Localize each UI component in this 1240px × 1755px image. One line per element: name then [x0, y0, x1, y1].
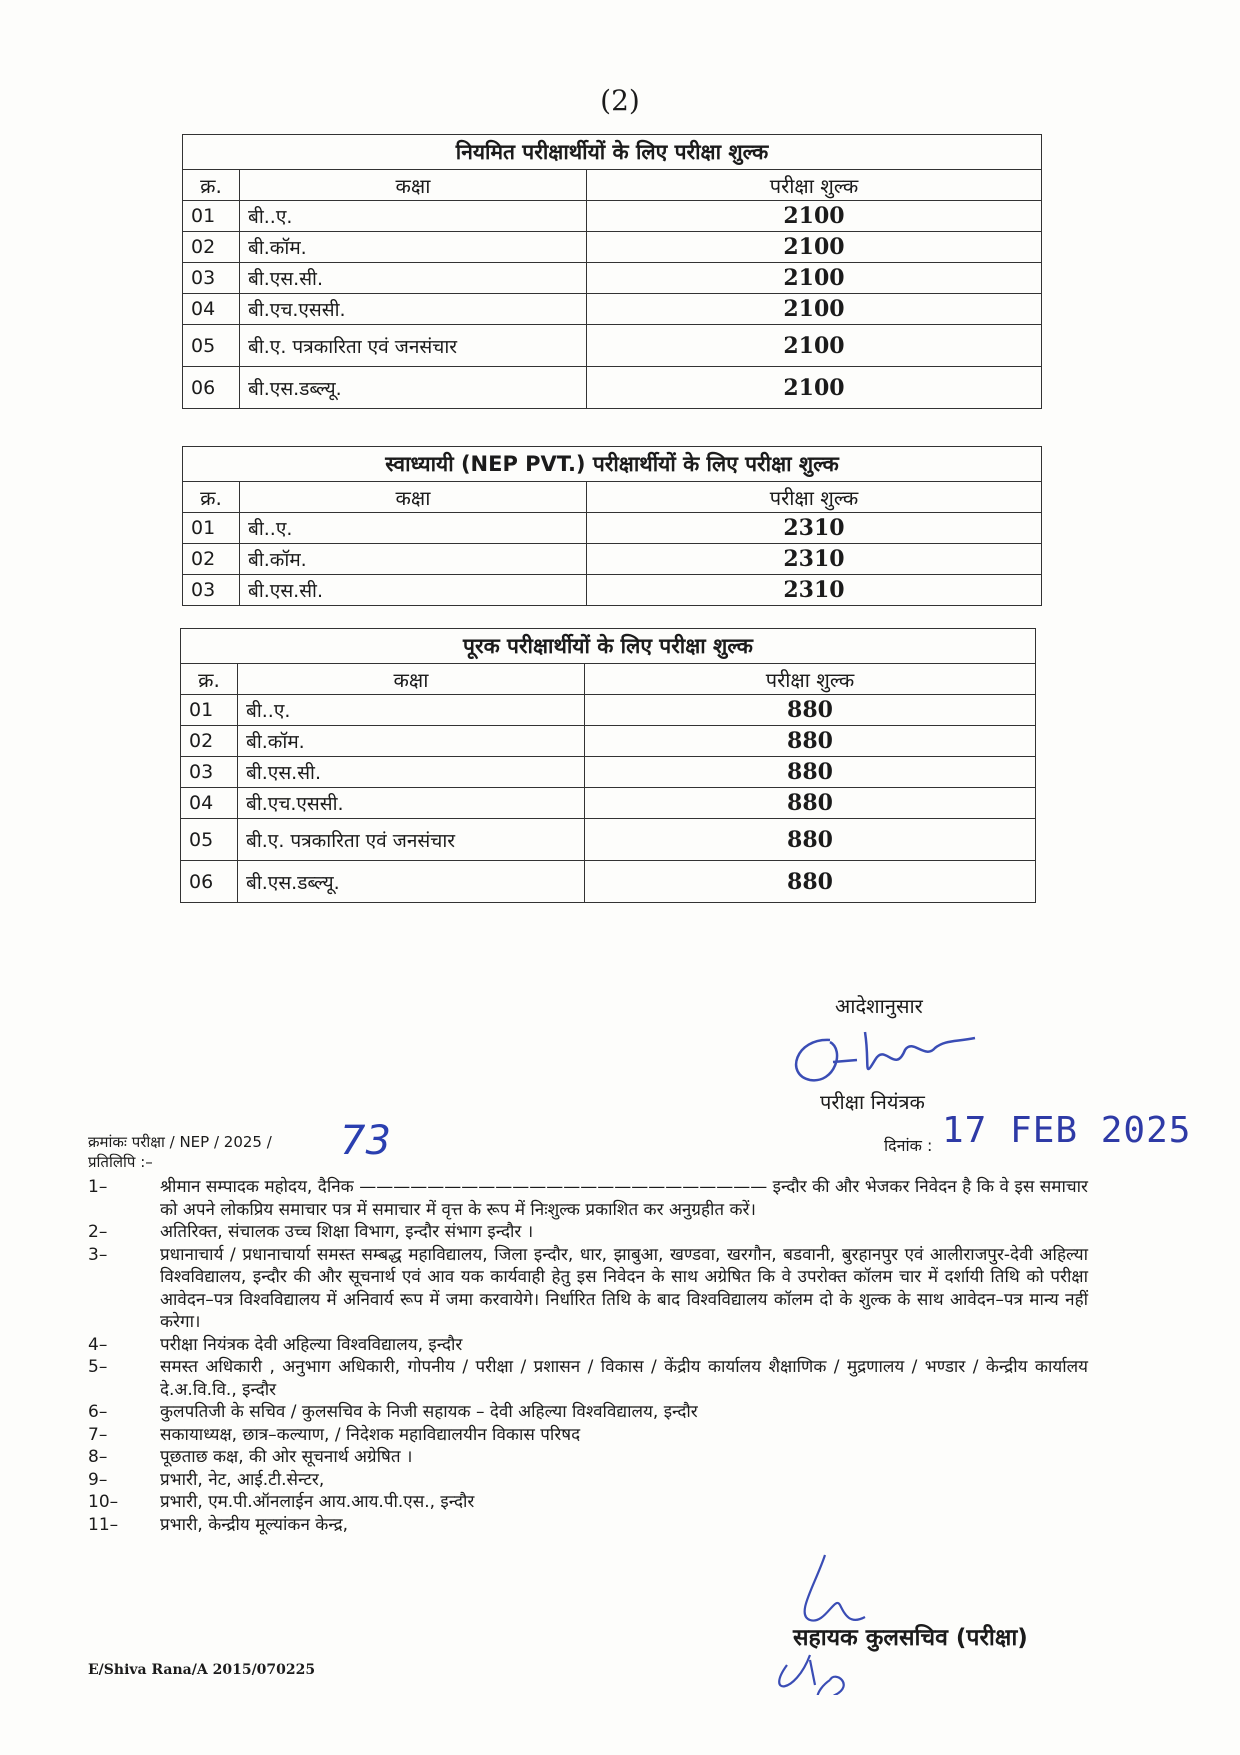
distribution-item-text: सकायाध्यक्ष, छात्र–कल्याण, / निदेशक महाविद्यालयीन विकास परिषद	[160, 1424, 581, 1445]
fee-cell: 880	[585, 726, 1036, 757]
class-cell: बी.एस.डब्ल्यू.	[240, 367, 587, 409]
distribution-item-number: 5–	[88, 1357, 108, 1377]
class-cell: बी.एस.सी.	[240, 575, 587, 606]
as-per-order: आदेशानुसार	[835, 994, 923, 1018]
fee-cell: 880	[585, 788, 1036, 819]
serial-cell: 05	[183, 325, 240, 367]
distribution-item-number: 9–	[88, 1469, 108, 1490]
regular-table-title: नियमित परीक्षार्थीयों के लिए परीक्षा शुल्क	[183, 135, 1042, 170]
distribution-item	[88, 1446, 1088, 1469]
serial-cell: 02	[181, 726, 238, 757]
table-row	[183, 544, 1042, 575]
col-header-serial: क्र.	[181, 664, 238, 695]
table-row	[183, 513, 1042, 544]
table-row	[181, 819, 1036, 861]
fee-cell: 2100	[587, 232, 1042, 263]
col-header-class: कक्षा	[240, 170, 587, 201]
table-row	[183, 325, 1042, 367]
fee-cell: 2100	[587, 367, 1042, 409]
fee-cell: 2100	[587, 294, 1042, 325]
class-cell: बी..ए.	[238, 695, 585, 726]
col-header-class: कक्षा	[238, 664, 585, 695]
col-header-serial: क्र.	[183, 482, 240, 513]
distribution-item	[88, 1401, 1088, 1424]
serial-cell: 06	[183, 367, 240, 409]
distribution-item-text: प्रभारी, नेट, आई.टी.सेन्टर,	[160, 1469, 325, 1490]
distribution-item-text: परीक्षा नियंत्रक देवी अहिल्या विश्वविद्यालय, इन्दौर	[160, 1334, 463, 1355]
distribution-item	[88, 1424, 1088, 1447]
distribution-item	[88, 1491, 1088, 1514]
serial-cell: 01	[181, 695, 238, 726]
fee-cell: 2310	[587, 544, 1042, 575]
table-row	[183, 232, 1042, 263]
supplementary-fee-table	[180, 628, 1036, 903]
serial-cell: 05	[181, 819, 238, 861]
distribution-item-text: अतिरिक्त, संचालक उच्च शिक्षा विभाग, इन्दौर संभाग इन्दौर ।	[160, 1222, 534, 1242]
class-cell: बी.एस.सी.	[240, 263, 587, 294]
supplementary-table-title: पूरक परीक्षार्थीयों के लिए परीक्षा शुल्क	[181, 629, 1036, 664]
fee-cell: 2310	[587, 575, 1042, 606]
table-row	[181, 695, 1036, 726]
table-row	[183, 575, 1042, 606]
handwritten-reference-number: 73	[340, 1118, 391, 1164]
class-cell: बी.एच.एससी.	[240, 294, 587, 325]
distribution-item-text: प्रधानाचार्य / प्रधानाचार्या समस्त सम्बद्ध महाविद्यालय, जिला इन्दौर, धार, झाबुआ, खण्डवा, खरगौन, बडवानी, बुरहानपुर एवं आलीराजपुर-देवी अहिल्या विश्वविद्यालय, इन्दौर की और सूचनार्थ एवं आव यक कार्यवाही हेतु इस निवेदन के साथ अग्रेषित कि वे उपरोक्त कॉलम चार में दर्शायी तिथि को परीक्षा आवेदन–पत्र विश्वविद्यालय में अनिवार्य रूप में जमा करवायेगे। निर्धारित तिथि के बाद विश्वविद्यालय कॉलम दो के शुल्क के साथ आवेदन–पत्र मान्य नहीं करेगा।	[160, 1244, 1088, 1332]
col-header-serial: क्र.	[183, 170, 240, 201]
serial-cell: 06	[181, 861, 238, 903]
regular-table-body	[183, 201, 1042, 409]
fee-cell: 2310	[587, 513, 1042, 544]
class-cell: बी.कॉम.	[238, 726, 585, 757]
private-table-body	[183, 513, 1042, 606]
copy-to-label: प्रतिलिपि :–	[88, 1153, 153, 1171]
distribution-item-number: 10–	[88, 1492, 119, 1512]
serial-cell: 03	[183, 263, 240, 294]
distribution-item-text: श्रीमान सम्पादक महोदय, दैनिक ———————————————————————— इन्दौर की और भेजकर निवेदन है कि वे इस समाचार को अपने लोकप्रिय समाचार पत्र में समाचार में वृत्त के रूप में निःशुल्क प्रकाशित कर अनुग्रहीत करें।	[160, 1177, 1088, 1220]
date-label: दिनांक :	[884, 1136, 933, 1155]
serial-cell: 02	[183, 232, 240, 263]
table-row	[181, 788, 1036, 819]
serial-cell: 03	[183, 575, 240, 606]
distribution-item-text: समस्त अधिकारी , अनुभाग अधिकारी, गोपनीय / परीक्षा / प्रशासन / विकास / केंद्रीय कार्यालय शैक्षाणिक / मुद्रणालय / भण्डार / केन्द्रीय कार्यालय दे.अ.वि.वि., इन्दौर	[160, 1357, 1088, 1400]
serial-cell: 04	[183, 294, 240, 325]
fee-cell: 880	[585, 819, 1036, 861]
distribution-item-text: पूछताछ कक्ष, की ओर सूचनार्थ अग्रेषित ।	[160, 1447, 413, 1467]
col-header-fee: परीक्षा शुल्क	[585, 664, 1036, 695]
reference-number-label: क्रमांकः परीक्षा / NEP / 2025 /	[88, 1133, 272, 1151]
distribution-item-number: 4–	[88, 1334, 108, 1355]
distribution-item-text: कुलपतिजी के सचिव / कुलसचिव के निजी सहायक – देवी अहिल्या विश्वविद्यालय, इन्दौर	[160, 1402, 698, 1422]
table-row	[181, 861, 1036, 903]
distribution-item-number: 11–	[88, 1514, 119, 1535]
distribution-item-number: 3–	[88, 1244, 108, 1265]
distribution-item-number: 7–	[88, 1424, 108, 1445]
distribution-item-number: 2–	[88, 1222, 108, 1242]
table-row	[183, 263, 1042, 294]
distribution-item	[88, 1244, 1088, 1334]
distribution-item	[88, 1221, 1088, 1244]
class-cell: बी..ए.	[240, 201, 587, 232]
class-cell: बी.कॉम.	[240, 232, 587, 263]
fee-cell: 2100	[587, 201, 1042, 232]
distribution-item-number: 6–	[88, 1402, 108, 1422]
class-cell: बी.ए. पत्रकारिता एवं जनसंचार	[240, 325, 587, 367]
distribution-item	[88, 1334, 1088, 1357]
distribution-list	[88, 1176, 1088, 1536]
distribution-item-number: 1–	[88, 1177, 108, 1197]
serial-cell: 03	[181, 757, 238, 788]
distribution-item	[88, 1176, 1088, 1221]
regular-fee-table	[182, 134, 1042, 409]
col-header-fee: परीक्षा शुल्क	[587, 170, 1042, 201]
class-cell: बी.ए. पत्रकारिता एवं जनसंचार	[238, 819, 585, 861]
distribution-item-text: प्रभारी, एम.पी.ऑनलाईन आय.आय.पी.एस., इन्दौर	[160, 1492, 475, 1512]
table-row	[183, 201, 1042, 232]
distribution-item	[88, 1469, 1088, 1492]
distribution-item	[88, 1356, 1088, 1401]
private-table-title: स्वाध्यायी (NEP PVT.) परीक्षार्थीयों के लिए परीक्षा शुल्क	[183, 447, 1042, 482]
exam-controller-title: परीक्षा नियंत्रक	[820, 1090, 925, 1114]
serial-cell: 04	[181, 788, 238, 819]
distribution-item-text: प्रभारी, केन्द्रीय मूल्यांकन केन्द्र,	[160, 1514, 349, 1535]
class-cell: बी.एस.सी.	[238, 757, 585, 788]
fee-cell: 2100	[587, 263, 1042, 294]
class-cell: बी..ए.	[240, 513, 587, 544]
footer-reference-code: E/Shiva Rana/A 2015/070225	[88, 1662, 316, 1678]
distribution-item-number: 8–	[88, 1447, 108, 1467]
date-stamp: 17 FEB 2025	[942, 1110, 1192, 1151]
fee-cell: 880	[585, 861, 1036, 903]
table-row	[181, 726, 1036, 757]
col-header-fee: परीक्षा शुल्क	[587, 482, 1042, 513]
fee-cell: 880	[585, 695, 1036, 726]
serial-cell: 01	[183, 201, 240, 232]
fee-cell: 880	[585, 757, 1036, 788]
fee-cell: 2100	[587, 325, 1042, 367]
distribution-item	[88, 1514, 1088, 1537]
supplementary-table-body	[181, 695, 1036, 903]
table-row	[183, 294, 1042, 325]
private-fee-table	[182, 446, 1042, 606]
serial-cell: 01	[183, 513, 240, 544]
page-number: (2)	[600, 84, 640, 117]
col-header-class: कक्षा	[240, 482, 587, 513]
class-cell: बी.कॉम.	[240, 544, 587, 575]
table-row	[183, 367, 1042, 409]
assistant-registrar-title: सहायक कुलसचिव (परीक्षा)	[793, 1625, 1028, 1651]
table-row	[181, 757, 1036, 788]
class-cell: बी.एच.एससी.	[238, 788, 585, 819]
serial-cell: 02	[183, 544, 240, 575]
class-cell: बी.एस.डब्ल्यू.	[238, 861, 585, 903]
